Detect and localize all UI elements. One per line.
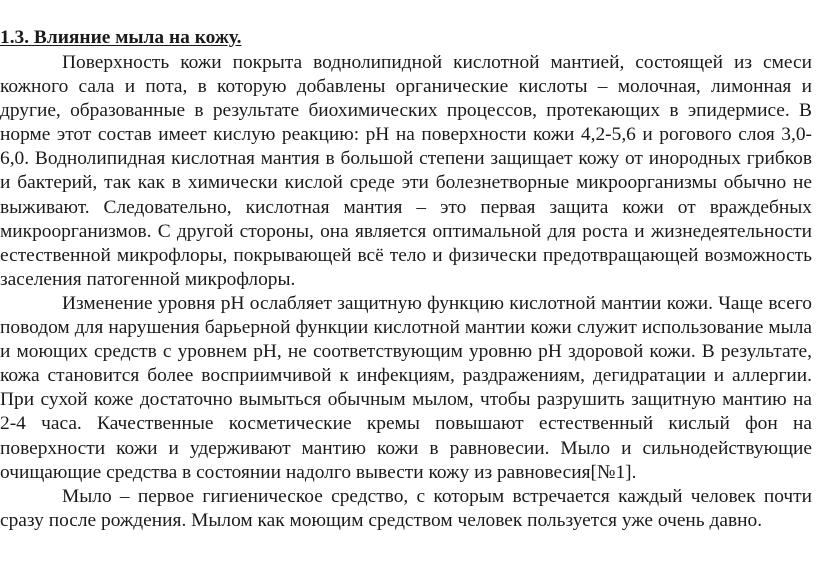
document-body bbox=[0, 51, 812, 533]
section-heading: 1.3. Влияние мыла на кожу. bbox=[0, 27, 242, 48]
paragraph-soap-history: Мыло – первое гигиеническое средство, с которым встречается каждый человек почти сразу после рождения. Мылом как моющим средством человек пользуется уже очень давно. bbox=[0, 485, 812, 531]
paragraph-ph-change: Изменение уровня рН ослабляет защитную функцию кислотной мантии кожи. Чаще всего поводом для нарушения барьерной функции кислотной мантии кожи служит использование мыла и моющих средств с уровнем рН, не соответствующим уровню рН здоровой кожи. В результате, кожа становится более восприимчивой к инфекциям, раздражениям, дегидратации и аллергии. При сухой коже достаточно вымыться обычным мылом, чтобы разрушить защитную мантию на 2-4 часа. Качественные косметические кремы повышают естественный кислый фон на поверхности кожи и удерживают мантию кожи в равновесии. Мыло и сильнодействующие очищающие средства в состоянии надолго вывести кожу из равновесия[№1]. bbox=[0, 292, 812, 483]
paragraph-acid-mantle: Поверхность кожи покрыта воднолипидной кислотной мантией, состоящей из смеси кожного сала и пота, в которую добавлены органические кислоты – молочная, лимонная и другие, образованные в результате биохимических процессов, протекающих в эпидермисе. В норме этот состав имеет кислую реакцию: рН на поверхности кожи 4,2-5,6 и рогового слоя 3,0-6,0. Воднолипидная кислотная мантия в большой степени защищает кожу от инородных грибков и бактерий, так как в химически кислой среде эти болезнетворные микроорганизмы обычно не выживают. Следовательно, кислотная мантия – это первая защита кожи от враждебных микроорганизмов. С другой стороны, она является оптимальной для роста и жизнедеятельности естественной микрофлоры, покрывающей всё тело и физически предотвращающей возможность заселения патогенной микрофлоры. bbox=[0, 52, 812, 290]
